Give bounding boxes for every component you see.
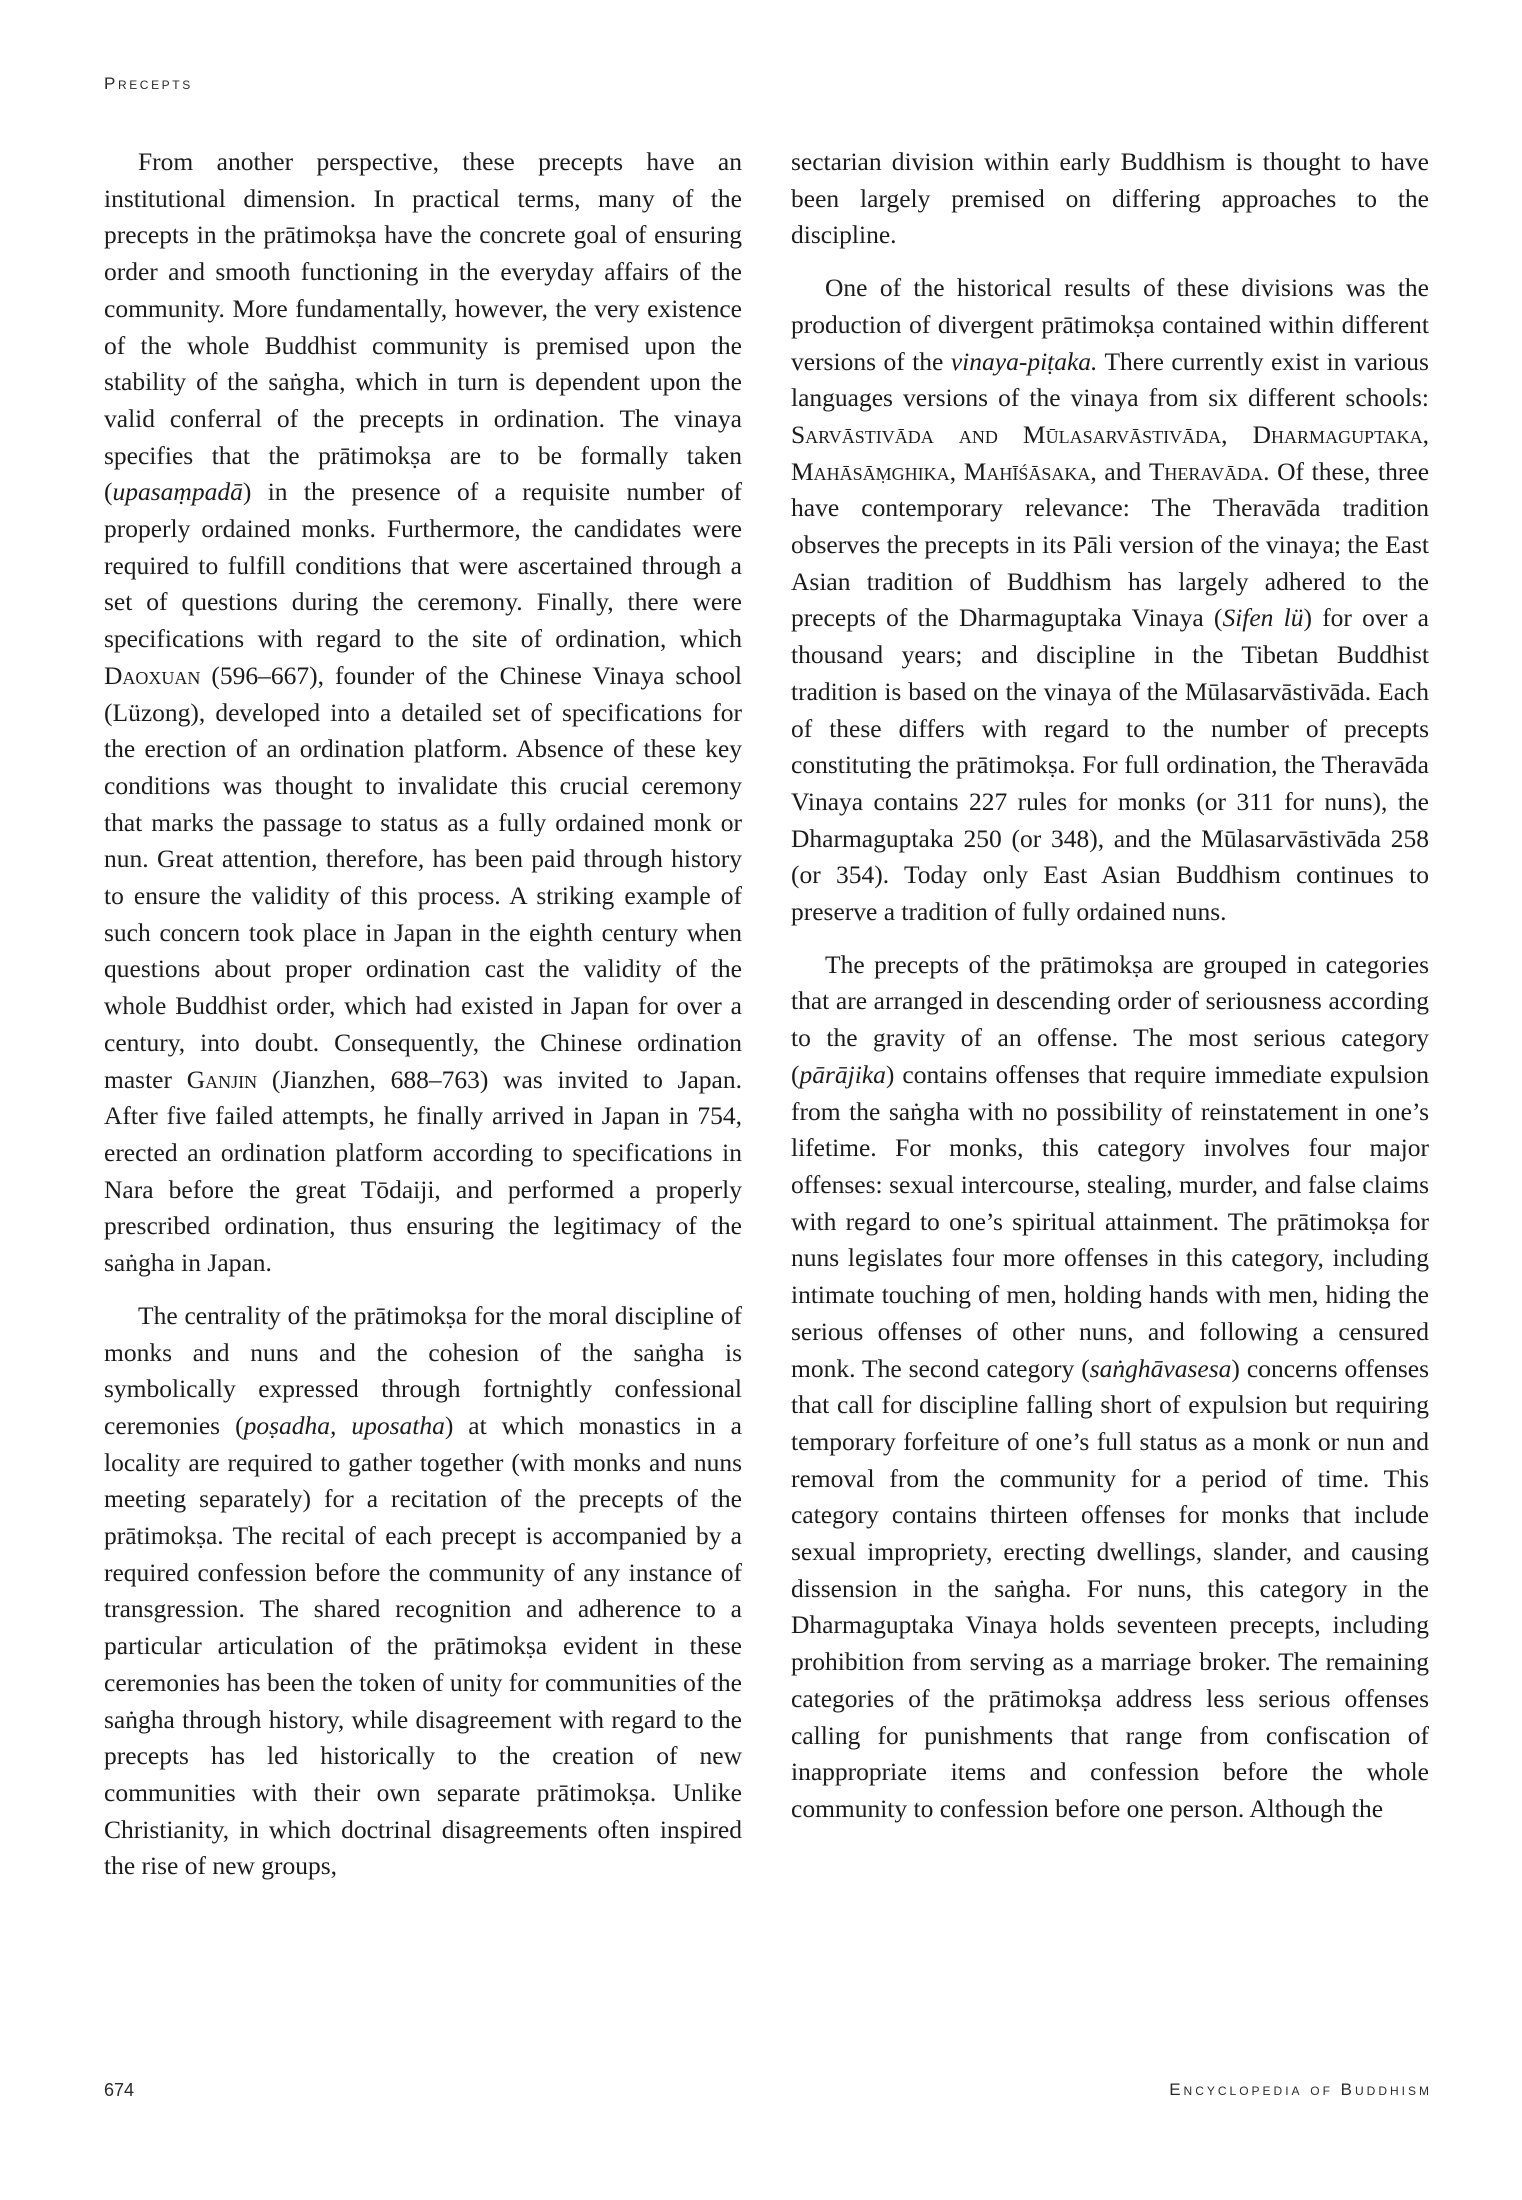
paragraph xyxy=(104,1298,742,1885)
text-column-left xyxy=(104,144,742,1901)
text-run: There currently exist in various languages versions of the vinaya from six different schools: xyxy=(791,346,1429,413)
text-run: , xyxy=(949,456,964,486)
cross-reference: Mahāsāṃghika xyxy=(791,456,950,486)
cross-reference: Ganjin xyxy=(186,1064,258,1094)
text-run: From another perspective, these precepts have an institutional dimension. In practical terms, many of the precepts in the prātimokṣa have the concrete goal of ensuring order and smooth functioning in the everyday affairs of the community. More fundamentally, however, the very existence of the whole Buddhist community is premised upon the stability of the saṅgha, which in turn is dependent upon the valid conferral of the precepts in ordination. The vinaya specifies that the prātimokṣa are to be formally taken ( xyxy=(104,147,742,507)
running-foot-title: Encyclopedia of Buddhism xyxy=(1169,2080,1432,2099)
paragraph xyxy=(791,144,1429,254)
text-run: ) for over a thousand years; and discipline in the Tibetan Buddhist tradition is based on the vinaya of the Mūlasarvāstivāda. Each of these differs with regard to the number of precepts constituting the prātimokṣa. For full ordination, the Theravāda Vinaya contains 227 rules for monks (or 311 for nuns), the Dharmaguptaka 250 (or 348), and the Mūlasarvāstivāda 258 (or 354). Today only East Asian Buddhism continues to preserve a tradition of fully ordained nuns. xyxy=(791,603,1429,927)
paragraph xyxy=(791,270,1429,931)
italic-term: Sifen lü xyxy=(1222,603,1304,633)
italic-term: saṅghāvasesa xyxy=(1089,1353,1232,1383)
text-run: , xyxy=(1422,419,1429,449)
text-run: ) concerns offenses that call for discipline falling short of expulsion but requiring temporary forfeiture of one’s full status as a monk or nun and removal from the community for a period of time. This category contains thirteen offenses for monks that include sexual impropriety, erecting dwellings, slander, and causing dissension in the saṅgha. For nuns, this category in the Dharmaguptaka Vinaya holds seventeen precepts, including prohibition from serving as a marriage broker. The remaining categories of the prātimokṣa address less serious offenses calling for punishments that range from confiscation of inappropriate items and confession before the whole community to confession before one person. Although the xyxy=(791,1353,1429,1823)
text-run: ) in the presence of a requisite number of properly ordained monks. Furthermore, the candidates were required to fulfill conditions that were ascertained through a set of questions during the ceremony. Finally, there were specifications with regard to the site of ordination, which xyxy=(104,477,742,654)
italic-term: vinaya-piṭaka. xyxy=(950,346,1098,376)
cross-reference: Daoxuan xyxy=(104,660,201,690)
text-run: ) at which monastics in a locality are required to gather together (with monks and nuns meeting separately) for a recitation of the precepts of the prātimokṣa. The recital of each precept is accompanied by a required confession before the community of any instance of transgression. The shared recognition and adherence to a particular articulation of the prātimokṣa evident in these ceremonies has been the token of unity for communities of the saṅgha through history, while disagreement with regard to the precepts has led historically to the creation of new communities with their own separate prātimokṣa. Unlike Christianity, in which doctrinal disagreements often inspired the rise of new groups, xyxy=(104,1410,742,1881)
cross-reference: Theravāda xyxy=(1148,456,1264,486)
text-run: ) contains offenses that require immediate expulsion from the saṅgha with no possibility of reinstatement in one’s lifetime. For monks, this category involves four major offenses: sexual intercourse, stealing, murder, and false claims with regard to one’s spiritual attainment. The prātimokṣa for nuns legislates four more offenses in this category, including intimate touching of men, holding hands with men, hiding the serious offenses of other nuns, and following a censured monk. The second category ( xyxy=(791,1059,1429,1383)
text-column-right xyxy=(791,144,1429,1844)
text-run: , and xyxy=(1090,456,1149,486)
paragraph xyxy=(104,144,742,1282)
text-run: The centrality of the prātimokṣa for the moral discipline of monks and nuns and the cohesion of the saṅgha is symbolically expressed through fortnightly confessional ceremonies ( xyxy=(104,1300,742,1440)
text-run: (596–667), founder of the Chinese Vinaya school (Lüzong), developed into a detailed set of specifications for the erection of an ordination platform. Absence of these key conditions was thought to invalidate this crucial ceremony that marks the passage to status as a fully ordained monk or nun. Great attention, therefore, has been paid through history to ensure the validity of this process. A striking example of such concern took place in Japan in the eighth century when questions about proper ordination cast the validity of the whole Buddhist order, which had existed in Japan for over a century, into doubt. Consequently, the Chinese ordination master xyxy=(104,660,742,1094)
italic-term: upasaṃpadā xyxy=(112,477,243,507)
text-run: (Jianzhen, 688–763) was invited to Japan. After five failed attempts, he finally arrived in Japan in 754, erected an ordination platform according to specifications in Nara before the great Tōdaiji, and performed a properly prescribed ordination, thus ensuring the legitimacy of the saṅgha in Japan. xyxy=(104,1064,742,1278)
cross-reference: Sarvāstivāda and Mūlasarvāstivāda xyxy=(791,419,1222,449)
italic-term: poṣadha, uposatha xyxy=(243,1410,445,1440)
running-head-title: Precepts xyxy=(104,74,193,93)
cross-reference: Dharmaguptaka xyxy=(1252,419,1423,449)
text-run: . Of these, three have contemporary relevance: The Theravāda tradition observes the precepts in its Pāli version of the vinaya; the East Asian tradition of Buddhism has largely adhered to the precepts of the Dharmaguptaka Vinaya ( xyxy=(791,456,1430,633)
italic-term: pārājika xyxy=(799,1059,886,1089)
paragraph xyxy=(791,947,1429,1828)
text-run: , xyxy=(1221,419,1253,449)
text-run: One of the historical results of these divisions was the production of divergent prātimokṣa contained within different versions of the xyxy=(791,273,1429,376)
page-number: 674 xyxy=(104,2080,135,2100)
text-run: The precepts of the prātimokṣa are grouped in categories that are arranged in descending order of seriousness according to the gravity of an offense. The most serious category ( xyxy=(791,949,1429,1089)
text-run: sectarian division within early Buddhism is thought to have been largely premised on differing approaches to the discipline. xyxy=(791,147,1429,250)
cross-reference: Mahīśāsaka xyxy=(963,456,1091,486)
